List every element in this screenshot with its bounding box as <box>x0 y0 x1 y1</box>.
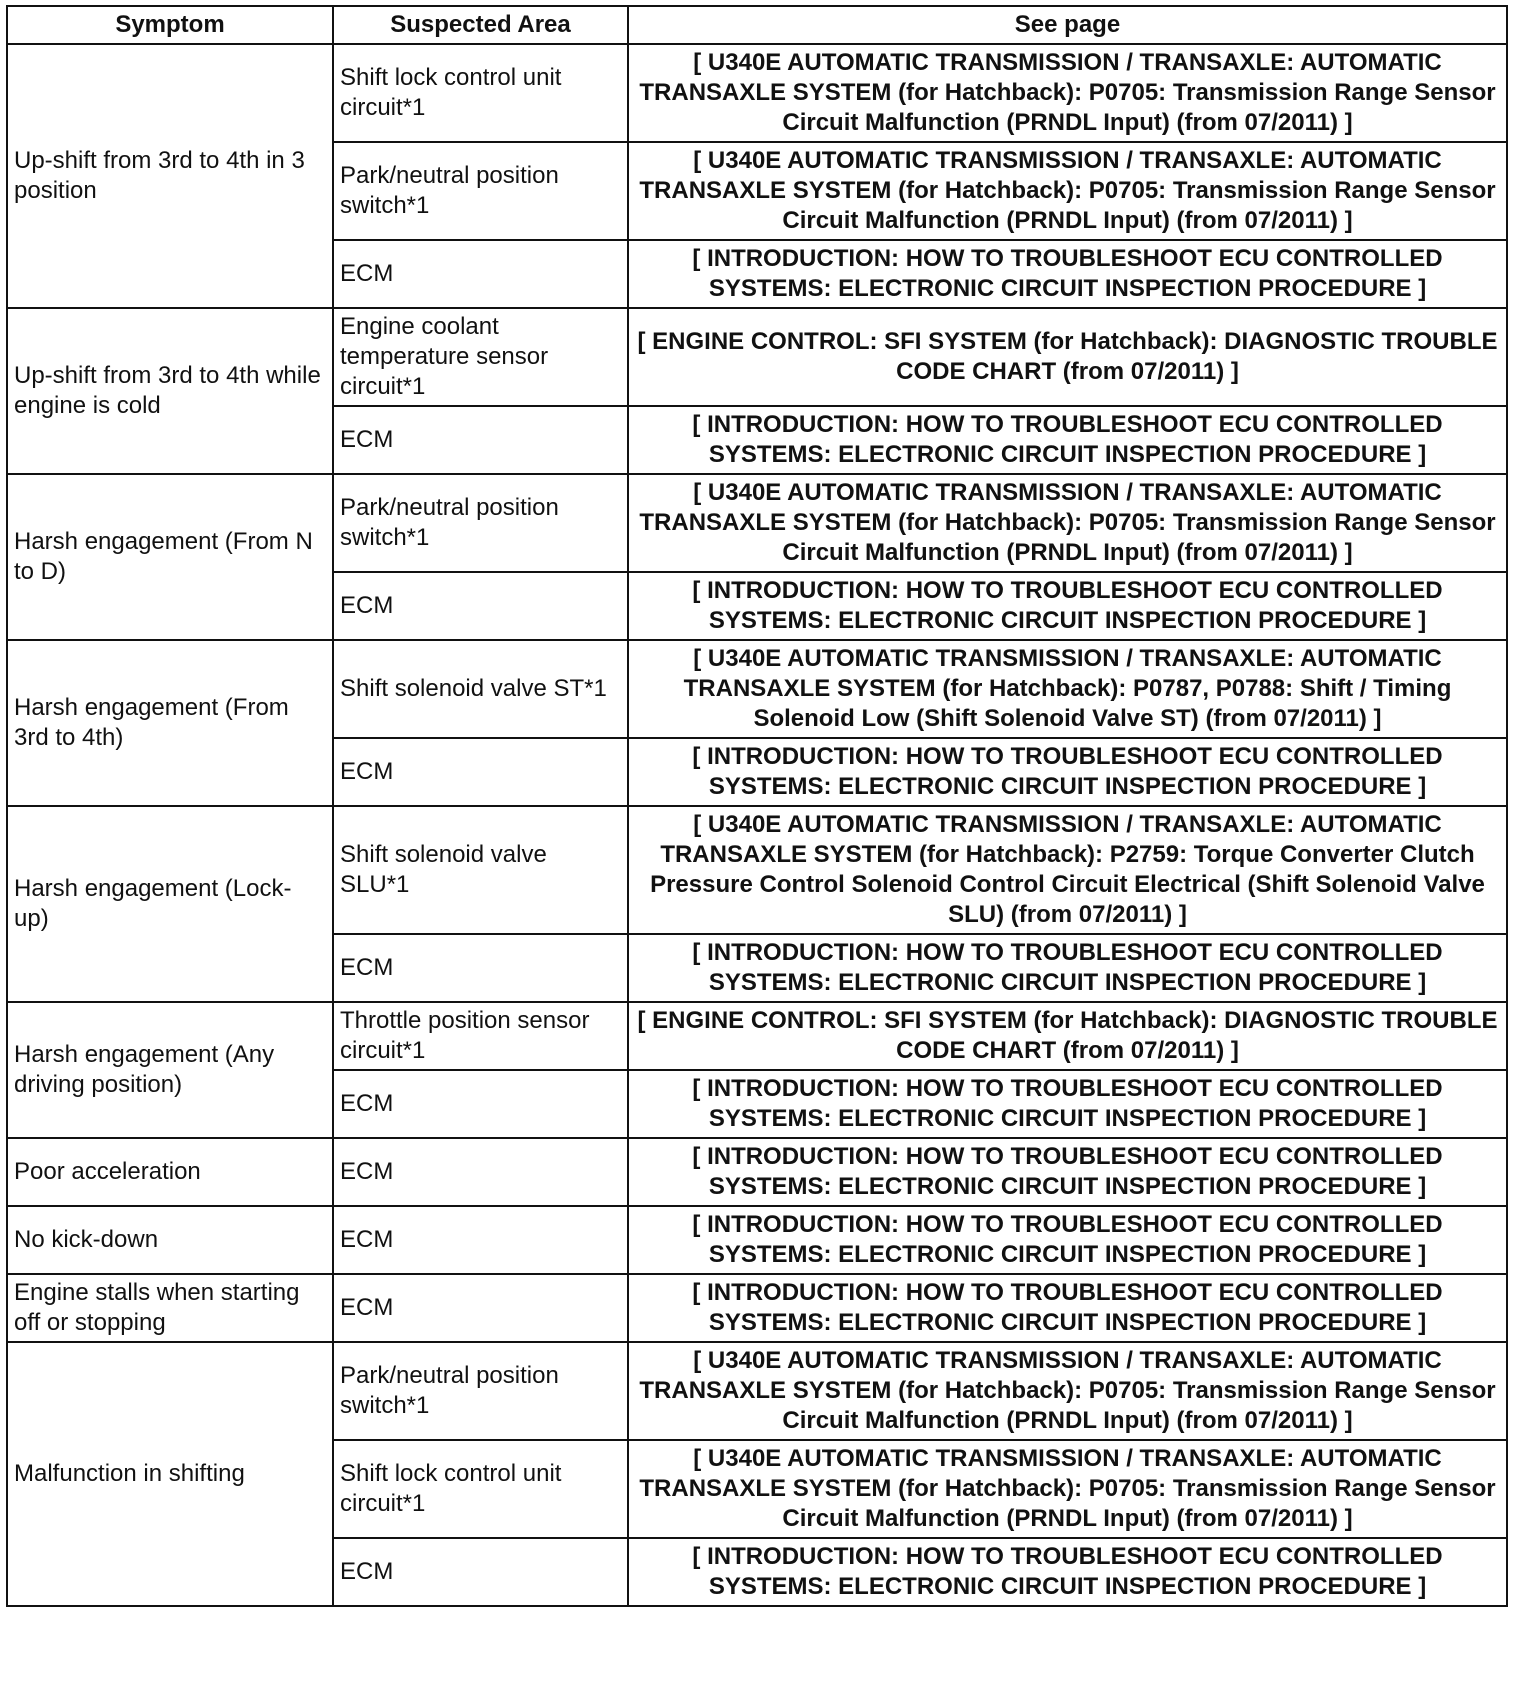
suspected-area-cell: Park/neutral position switch*1 <box>333 474 628 572</box>
see-page-link[interactable]: [ U340E AUTOMATIC TRANSMISSION / TRANSAXLE: AUTOMATIC TRANSAXLE SYSTEM (for Hatchback): P2759: Torque Converter Clutch Pressure Control Solenoid Control Circuit Electrical (Shift Solenoid Valve SLU) (from 07/2011) ] <box>628 806 1507 934</box>
suspected-area-cell: ECM <box>333 572 628 640</box>
header-see-page: See page <box>628 6 1507 44</box>
see-page-link[interactable]: [ U340E AUTOMATIC TRANSMISSION / TRANSAXLE: AUTOMATIC TRANSAXLE SYSTEM (for Hatchback): P0705: Transmission Range Sensor Circuit Malfunction (PRNDL Input) (from 07/2011) ] <box>628 474 1507 572</box>
suspected-area-cell: Throttle position sensor circuit*1 <box>333 1002 628 1070</box>
table-body <box>7 44 1507 1606</box>
see-page-link[interactable]: [ U340E AUTOMATIC TRANSMISSION / TRANSAXLE: AUTOMATIC TRANSAXLE SYSTEM (for Hatchback): P0787, P0788: Shift / Timing Solenoid Low (Shift Solenoid Valve ST) (from 07/2011) ] <box>628 640 1507 738</box>
symptom-cell: Harsh engagement (Any driving position) <box>7 1002 333 1138</box>
header-suspected-area: Suspected Area <box>333 6 628 44</box>
suspected-area-cell: ECM <box>333 406 628 474</box>
table-row <box>7 640 1507 738</box>
table-row <box>7 44 1507 142</box>
suspected-area-cell: Shift lock control unit circuit*1 <box>333 1440 628 1538</box>
symptom-cell: Harsh engagement (From 3rd to 4th) <box>7 640 333 806</box>
see-page-link[interactable]: [ INTRODUCTION: HOW TO TROUBLESHOOT ECU CONTROLLED SYSTEMS: ELECTRONIC CIRCUIT INSPECTION PROCEDURE ] <box>628 240 1507 308</box>
see-page-link[interactable]: [ ENGINE CONTROL: SFI SYSTEM (for Hatchback): DIAGNOSTIC TROUBLE CODE CHART (from 07/2011) ] <box>628 308 1507 406</box>
see-page-link[interactable]: [ INTRODUCTION: HOW TO TROUBLESHOOT ECU CONTROLLED SYSTEMS: ELECTRONIC CIRCUIT INSPECTION PROCEDURE ] <box>628 406 1507 474</box>
suspected-area-cell: ECM <box>333 1206 628 1274</box>
suspected-area-cell: ECM <box>333 240 628 308</box>
see-page-link[interactable]: [ ENGINE CONTROL: SFI SYSTEM (for Hatchback): DIAGNOSTIC TROUBLE CODE CHART (from 07/2011) ] <box>628 1002 1507 1070</box>
symptom-cell: No kick-down <box>7 1206 333 1274</box>
see-page-link[interactable]: [ INTRODUCTION: HOW TO TROUBLESHOOT ECU CONTROLLED SYSTEMS: ELECTRONIC CIRCUIT INSPECTION PROCEDURE ] <box>628 934 1507 1002</box>
suspected-area-cell: ECM <box>333 1538 628 1606</box>
diagnosis-table <box>6 5 1508 1607</box>
table-row <box>7 1342 1507 1440</box>
see-page-link[interactable]: [ U340E AUTOMATIC TRANSMISSION / TRANSAXLE: AUTOMATIC TRANSAXLE SYSTEM (for Hatchback): P0705: Transmission Range Sensor Circuit Malfunction (PRNDL Input) (from 07/2011) ] <box>628 1440 1507 1538</box>
suspected-area-cell: Shift solenoid valve SLU*1 <box>333 806 628 934</box>
see-page-link[interactable]: [ INTRODUCTION: HOW TO TROUBLESHOOT ECU CONTROLLED SYSTEMS: ELECTRONIC CIRCUIT INSPECTION PROCEDURE ] <box>628 1206 1507 1274</box>
suspected-area-cell: Park/neutral position switch*1 <box>333 142 628 240</box>
see-page-link[interactable]: [ U340E AUTOMATIC TRANSMISSION / TRANSAXLE: AUTOMATIC TRANSAXLE SYSTEM (for Hatchback): P0705: Transmission Range Sensor Circuit Malfunction (PRNDL Input) (from 07/2011) ] <box>628 1342 1507 1440</box>
see-page-link[interactable]: [ INTRODUCTION: HOW TO TROUBLESHOOT ECU CONTROLLED SYSTEMS: ELECTRONIC CIRCUIT INSPECTION PROCEDURE ] <box>628 1070 1507 1138</box>
see-page-link[interactable]: [ INTRODUCTION: HOW TO TROUBLESHOOT ECU CONTROLLED SYSTEMS: ELECTRONIC CIRCUIT INSPECTION PROCEDURE ] <box>628 1274 1507 1342</box>
table-row <box>7 308 1507 406</box>
table-row <box>7 806 1507 934</box>
suspected-area-cell: Shift lock control unit circuit*1 <box>333 44 628 142</box>
symptom-cell: Poor acceleration <box>7 1138 333 1206</box>
suspected-area-cell: Engine coolant temperature sensor circuit*1 <box>333 308 628 406</box>
see-page-link[interactable]: [ INTRODUCTION: HOW TO TROUBLESHOOT ECU CONTROLLED SYSTEMS: ELECTRONIC CIRCUIT INSPECTION PROCEDURE ] <box>628 1138 1507 1206</box>
suspected-area-cell: ECM <box>333 1070 628 1138</box>
suspected-area-cell: ECM <box>333 738 628 806</box>
header-row <box>7 6 1507 44</box>
table-row <box>7 474 1507 572</box>
see-page-link[interactable]: [ INTRODUCTION: HOW TO TROUBLESHOOT ECU CONTROLLED SYSTEMS: ELECTRONIC CIRCUIT INSPECTION PROCEDURE ] <box>628 738 1507 806</box>
suspected-area-cell: ECM <box>333 934 628 1002</box>
suspected-area-cell: ECM <box>333 1138 628 1206</box>
see-page-link[interactable]: [ U340E AUTOMATIC TRANSMISSION / TRANSAXLE: AUTOMATIC TRANSAXLE SYSTEM (for Hatchback): P0705: Transmission Range Sensor Circuit Malfunction (PRNDL Input) (from 07/2011) ] <box>628 142 1507 240</box>
table-row <box>7 1002 1507 1070</box>
symptom-cell: Harsh engagement (Lock-up) <box>7 806 333 1002</box>
suspected-area-cell: Shift solenoid valve ST*1 <box>333 640 628 738</box>
symptom-cell: Malfunction in shifting <box>7 1342 333 1606</box>
table-row <box>7 1274 1507 1342</box>
symptom-cell: Harsh engagement (From N to D) <box>7 474 333 640</box>
header-symptom: Symptom <box>7 6 333 44</box>
see-page-link[interactable]: [ INTRODUCTION: HOW TO TROUBLESHOOT ECU CONTROLLED SYSTEMS: ELECTRONIC CIRCUIT INSPECTION PROCEDURE ] <box>628 572 1507 640</box>
see-page-link[interactable]: [ INTRODUCTION: HOW TO TROUBLESHOOT ECU CONTROLLED SYSTEMS: ELECTRONIC CIRCUIT INSPECTION PROCEDURE ] <box>628 1538 1507 1606</box>
table-row <box>7 1206 1507 1274</box>
symptom-cell: Up-shift from 3rd to 4th while engine is cold <box>7 308 333 474</box>
suspected-area-cell: ECM <box>333 1274 628 1342</box>
suspected-area-cell: Park/neutral position switch*1 <box>333 1342 628 1440</box>
symptom-cell: Engine stalls when starting off or stopping <box>7 1274 333 1342</box>
see-page-link[interactable]: [ U340E AUTOMATIC TRANSMISSION / TRANSAXLE: AUTOMATIC TRANSAXLE SYSTEM (for Hatchback): P0705: Transmission Range Sensor Circuit Malfunction (PRNDL Input) (from 07/2011) ] <box>628 44 1507 142</box>
symptom-cell: Up-shift from 3rd to 4th in 3 position <box>7 44 333 308</box>
table-row <box>7 1138 1507 1206</box>
